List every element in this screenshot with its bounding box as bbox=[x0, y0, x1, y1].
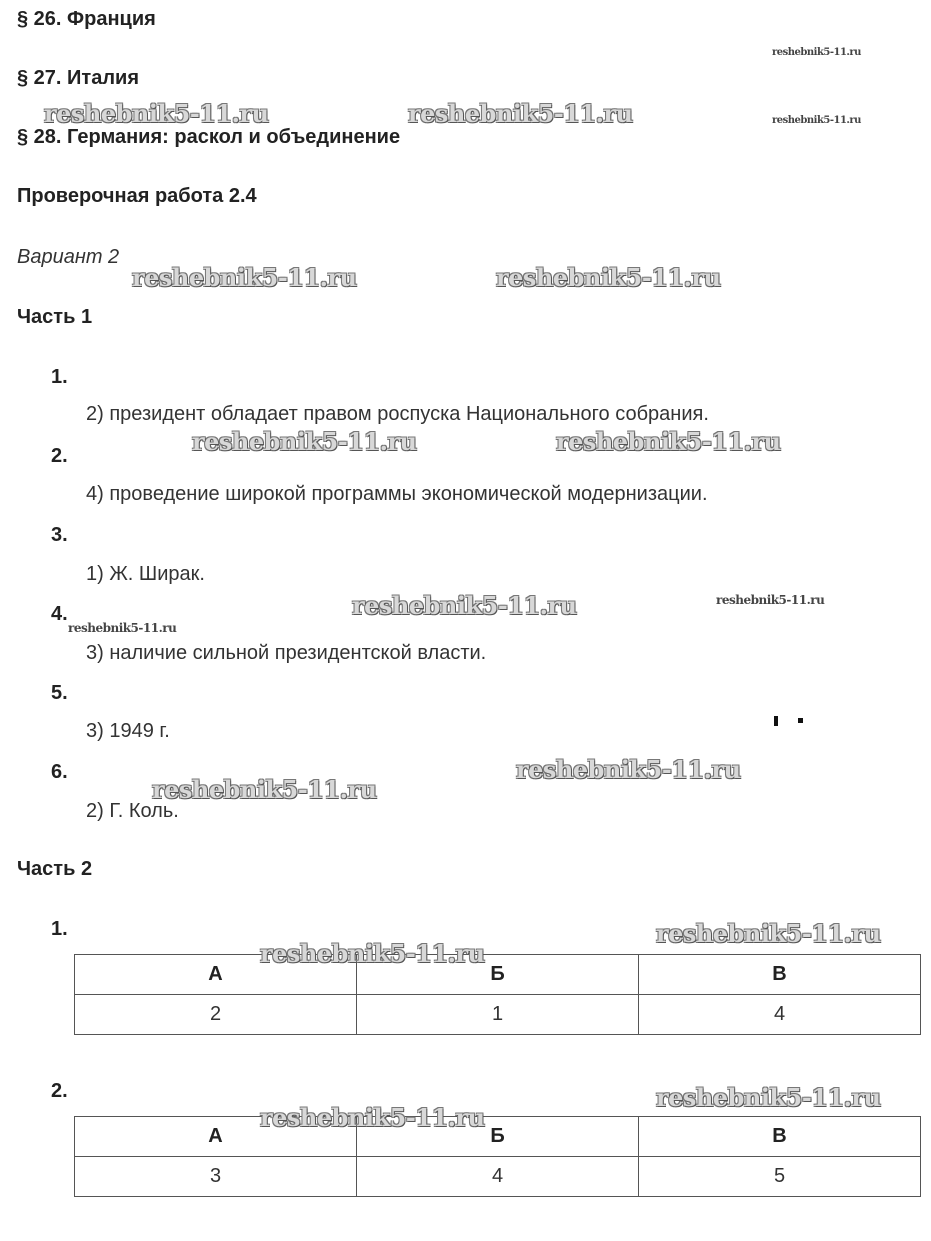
question-number: 6. bbox=[51, 761, 68, 783]
watermark: reshebnik5-11.ru bbox=[716, 593, 825, 607]
watermark: reshebnik5-11.ru bbox=[44, 99, 269, 128]
stray-mark bbox=[798, 718, 803, 723]
section-heading-26: § 26. Франция bbox=[17, 8, 156, 30]
watermark: reshebnik5-11.ru bbox=[132, 263, 357, 292]
test-title: Проверочная работа 2.4 bbox=[17, 185, 257, 207]
question-answer: 3) 1949 г. bbox=[86, 720, 170, 742]
table-header-cell: Б bbox=[357, 955, 639, 995]
table-row bbox=[75, 995, 921, 1035]
question-answer: 1) Ж. Ширак. bbox=[86, 563, 205, 585]
watermark: reshebnik5-11.ru bbox=[516, 755, 741, 784]
table-header-cell: Б bbox=[357, 1117, 639, 1157]
table-row bbox=[75, 1157, 921, 1197]
question-number: 1. bbox=[51, 366, 68, 388]
watermark: reshebnik5-11.ru bbox=[656, 1083, 881, 1112]
watermark: reshebnik5-11.ru bbox=[772, 115, 861, 126]
answer-table bbox=[74, 1116, 921, 1197]
table-cell: 1 bbox=[357, 995, 639, 1035]
watermark: reshebnik5-11.ru bbox=[772, 47, 861, 58]
table-cell: 4 bbox=[357, 1157, 639, 1197]
watermark: reshebnik5-11.ru bbox=[260, 1103, 485, 1132]
table-header-row bbox=[75, 1117, 921, 1157]
question-answer: 2) Г. Коль. bbox=[86, 800, 179, 822]
stray-mark bbox=[774, 716, 778, 726]
question-answer: 2) президент обладает правом роспуска Национального собрания. bbox=[86, 403, 709, 425]
watermark: reshebnik5-11.ru bbox=[556, 427, 781, 456]
table-cell: 5 bbox=[639, 1157, 921, 1197]
table-header-row bbox=[75, 955, 921, 995]
table-cell: 4 bbox=[639, 995, 921, 1035]
table-header-cell: В bbox=[639, 955, 921, 995]
table-cell: 3 bbox=[75, 1157, 357, 1197]
part1-title: Часть 1 bbox=[17, 306, 93, 328]
part2-title: Часть 2 bbox=[17, 858, 93, 880]
variant-label: Вариант 2 bbox=[17, 246, 120, 268]
watermark: reshebnik5-11.ru bbox=[192, 427, 417, 456]
answer-table bbox=[74, 954, 921, 1035]
table-header-cell: А bbox=[75, 1117, 357, 1157]
watermark: reshebnik5-11.ru bbox=[68, 621, 177, 635]
watermark: reshebnik5-11.ru bbox=[656, 919, 881, 948]
question-number: 3. bbox=[51, 524, 68, 546]
table-cell: 2 bbox=[75, 995, 357, 1035]
table-header-cell: В bbox=[639, 1117, 921, 1157]
question-number: 2. bbox=[51, 445, 68, 467]
watermark: reshebnik5-11.ru bbox=[496, 263, 721, 292]
section-heading-28: § 28. Германия: раскол и объединение bbox=[17, 126, 401, 148]
watermark: reshebnik5-11.ru bbox=[152, 775, 377, 804]
question-answer: 3) наличие сильной президентской власти. bbox=[86, 642, 487, 664]
question-answer: 4) проведение широкой программы экономической модернизации. bbox=[86, 483, 708, 505]
task-number: 1. bbox=[51, 918, 68, 940]
section-heading-27: § 27. Италия bbox=[17, 67, 140, 89]
watermark: reshebnik5-11.ru bbox=[352, 591, 577, 620]
question-number: 4. bbox=[51, 603, 68, 625]
task-number: 2. bbox=[51, 1080, 68, 1102]
question-number: 5. bbox=[51, 682, 68, 704]
watermark: reshebnik5-11.ru bbox=[408, 99, 633, 128]
table-header-cell: А bbox=[75, 955, 357, 995]
watermark: reshebnik5-11.ru bbox=[260, 939, 485, 968]
